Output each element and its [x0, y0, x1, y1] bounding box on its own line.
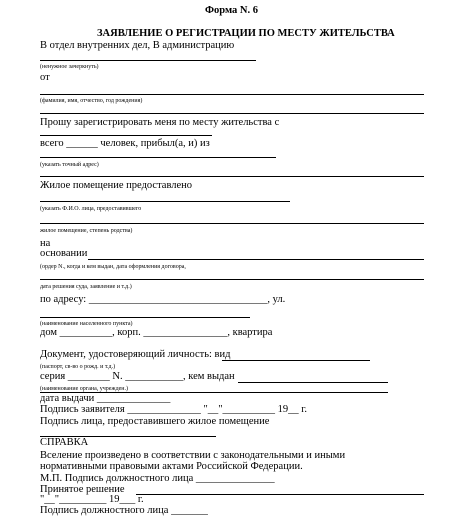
text-provider-signature: Подпись лица, предоставившего жилое помещение: [40, 416, 270, 427]
reference-heading: СПРАВКА: [40, 437, 89, 448]
hint-exact-address: (указать точный адрес): [40, 162, 99, 168]
fill-line: [238, 382, 388, 383]
text-decision-date: "__"_________ 19___ г.: [40, 494, 144, 505]
text-decision-taken: Принятое решение: [40, 484, 125, 495]
text-id-document-type: Документ, удостоверяющий личность: вид: [40, 349, 231, 360]
text-applicant-signature: Подпись заявителя ______________ "__"__________ 19__ г.: [40, 404, 308, 415]
text-issue-date: дата выдачи ______________: [40, 393, 171, 404]
text-basis: основании: [40, 248, 88, 259]
fill-line: [40, 279, 424, 280]
hint-strike-unneeded: (ненужное зачеркнуть): [40, 64, 99, 70]
text-on: на: [40, 238, 51, 249]
fill-line: [40, 113, 424, 114]
hint-court-decision: дата решения суда, заявление и т.д.): [40, 284, 132, 290]
text-request-registration: Прошу зарегистрировать меня по месту жительства с: [40, 117, 280, 128]
text-official-signature-seal: М.П. Подпись должностного лица _______________: [40, 473, 275, 484]
hint-settlement-name: (наименование населенного пункта): [40, 321, 133, 327]
text-department: В отдел внутренних дел, В администрацию: [40, 40, 235, 51]
hint-issuing-authority: (наименование органа, учрежден.): [40, 386, 129, 392]
fill-line: [222, 360, 370, 361]
text-settlement-legal: Вселение произведено в соответствии с законодательными и иными: [40, 450, 346, 461]
text-persons-arrived-from: всего ______ человек, прибыл(а, и) из: [40, 138, 210, 149]
hint-full-name: (фамилия, имя, отчество, год рождения): [40, 98, 143, 104]
text-address-street: по адресу: __________________________________, ул.: [40, 294, 286, 305]
fill-line: [136, 494, 424, 495]
text-house-building-apartment: дом __________, корп. ________________, квартира: [40, 327, 273, 338]
text-from: от: [40, 72, 50, 83]
fill-line: [40, 157, 276, 158]
hint-passport: (паспорт, св-во о рожд. и т.д.): [40, 364, 116, 370]
text-series-number-issuer: серия ________ N. ___________, кем выдан: [40, 371, 235, 382]
form-number-label: Форма N. 6: [205, 5, 258, 16]
fill-line: [40, 94, 424, 95]
form-title: ЗАЯВЛЕНИЕ О РЕГИСТРАЦИИ ПО МЕСТУ ЖИТЕЛЬСТВА: [97, 28, 395, 39]
fill-line: [40, 223, 424, 224]
fill-line: [40, 176, 424, 177]
hint-provider-name: (указать Ф.И.О. лица, предоставившего: [40, 206, 142, 212]
fill-line: [40, 60, 256, 61]
text-official-signature: Подпись должностного лица _______: [40, 505, 208, 516]
fill-line: [40, 201, 290, 202]
fill-line: [40, 317, 250, 318]
text-premises-provided: Жилое помещение предоставлено: [40, 180, 193, 191]
fill-line: [88, 259, 424, 260]
hint-order-details: (ордер N., когда и кем выдан, дата оформления договора,: [40, 264, 186, 270]
fill-line: [40, 135, 212, 136]
text-regulatory-acts: нормативными правовыми актами Российской Федерации.: [40, 461, 303, 472]
hint-relationship: жилое помещение, степень родства): [40, 228, 133, 234]
